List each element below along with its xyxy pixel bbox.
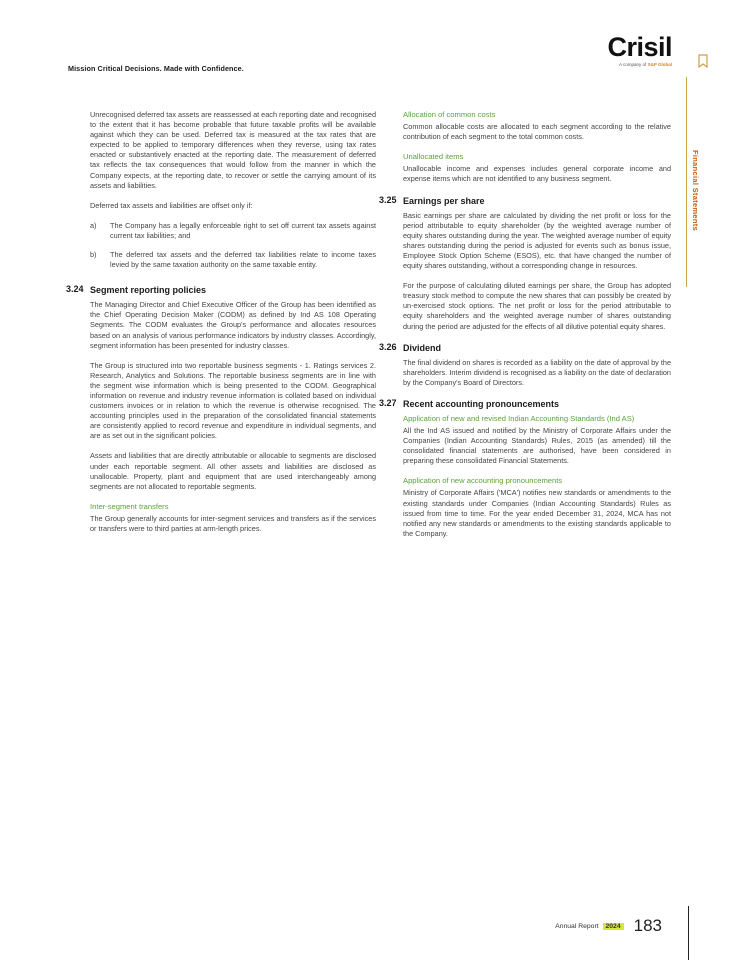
left-column: [66, 110, 376, 544]
logo-subtitle: [592, 62, 672, 67]
side-tab-label: Financial Statements: [691, 150, 700, 232]
paragraph: The Group generally accounts for inter-segment services and transfers as if the services or transfers were to third parties at arm-length prices.: [90, 513, 376, 533]
paragraph: For the purpose of calculating diluted earnings per share, the Group has adopted treasury stock method to compute the new shares that can possibly be created by un-exercised stock options. The net profit or loss for the period attributable to equity shareholders and the weighted average number of shares outstanding during the period are adjusted for the effects of all dilutive potential equity shares.: [403, 281, 671, 331]
right-column: [379, 110, 671, 549]
paragraph: All the Ind AS issued and notified by the Ministry of Corporate Affairs under the Companies (Indian Accounting Standards) Rules, 2015 (as amended) till the consolidated financial statements are authorised, have been considered in preparing these consolidated Financial Statements.: [403, 425, 671, 466]
logo-wordmark: Crisil: [607, 32, 672, 62]
paragraph: Deferred tax assets and liabilities are offset only if:: [90, 200, 253, 210]
report-name: Annual Report: [555, 922, 599, 930]
page-number: 183: [633, 916, 662, 935]
subheading: Application of new accounting pronouncements: [403, 476, 563, 486]
list-marker: a): [90, 220, 97, 230]
section-title: Earnings per share: [403, 195, 485, 206]
section-side-tab[interactable]: [686, 150, 705, 270]
paragraph: Ministry of Corporate Affairs ('MCA') notifies new standards or amendments to the existing standards under Companies (Indian Accounting Standards) Rules as issued from time to time. For the year ended December 31, 2024, MCA has not notified any new standards or amendments to the existing standards applicable to the Company.: [403, 488, 671, 538]
list-item: [90, 250, 376, 270]
page-footer: [555, 916, 662, 936]
page-tagline: Mission Critical Decisions. Made with Confidence.: [68, 64, 244, 73]
paragraph: Assets and liabilities that are directly attributable or allocable to segments are disclosed under each reportable segment. All other assets and liabilities are disclosed as unallocable. Property, plant and equipment that are used interchangeably among segments are not allocated to reportable segments.: [90, 451, 376, 491]
section-heading: [379, 397, 671, 410]
list-item: [90, 221, 376, 241]
section-heading: [379, 194, 671, 207]
paragraph: Unrecognised deferred tax assets are reassessed at each reporting date and recognised to the extent that it has become probable that future taxable profits will be available against which they can be used. Deferred tax is measured at the tax rates that are expected to be applied to temporary differences when they reverse, using tax rates enacted or substantively enacted at the reporting date. The measurement of deferred tax reflects the tax consequences that would follow from the manner in which the Company expects, at the reporting date, to recover or settle the carrying amount of its assets and liabilities.: [90, 110, 376, 190]
section-heading: [66, 284, 376, 296]
section-title: Dividend: [403, 342, 442, 353]
paragraph: Basic earnings per share are calculated by dividing the net profit or loss for the period attributable to equity shareholder (by the weighted average number of equity shares outstanding during the year. The weighted average number of equity shares outstanding during the period is adjusted for events such as bonus issue, Employee Stock Option Scheme (ESOS), etc. that have changed the number of equity shares outstanding, without a corresponding change in resources.: [403, 210, 671, 271]
report-year: 2024: [603, 923, 624, 930]
logo-sub-brand: S&P Global: [647, 62, 672, 67]
paragraph: The final dividend on shares is recorded as a liability on the date of approval by the shareholders. Interim dividend is recognised as a liability on the date of declaration by the Company's Board of Directors.: [403, 357, 671, 387]
subheading: Unallocated items: [403, 152, 464, 162]
subheading: Application of new and revised Indian Accounting Standards (Ind AS): [403, 413, 635, 423]
footer-divider: [688, 906, 689, 960]
list-text: The deferred tax assets and the deferred tax liabilities relate to income taxes levied by the same taxation authority on the same taxable entity.: [110, 250, 376, 270]
subheading: Inter-segment transfers: [90, 501, 169, 511]
company-logo: [592, 33, 672, 67]
section-title: Recent accounting pronouncements: [403, 398, 560, 409]
section-number: 3.24: [66, 284, 84, 295]
paragraph: Common allocable costs are allocated to each segment according to the relative contribution of each segment to the total common costs.: [403, 122, 671, 142]
section-number: 3.26: [379, 341, 397, 352]
logo-sub-prefix: A company of: [619, 62, 647, 67]
section-title: Segment reporting policies: [90, 285, 207, 296]
paragraph: The Group is structured into two reportable business segments - 1. Ratings services 2. Research, Analytics and Solutions. The reportable business segments are in line with the segment wise information which is being presented to the CODM. Geographical information on revenue and industry revenue information is collated based on individual customers invoices or in relation to which the revenue is otherwise recognised. The accounting principles used in the preparation of the consolidated financial statements are consistently applied to record revenue and expenditure in individual segments, and are as set out in the significant policies.: [90, 360, 376, 441]
section-heading: [379, 341, 671, 354]
footer-report-label: [555, 923, 623, 930]
list-text: The Company has a legally enforceable right to set off current tax assets against current tax liabilities; and: [110, 220, 376, 240]
section-number: 3.27: [379, 397, 397, 408]
list-marker: b): [90, 250, 97, 260]
paragraph: The Managing Director and Chief Executive Officer of the Group has been identified as the Chief Operating Decision Maker (CODM) as defined by Ind AS 108 Operating Segments. The CODM evaluates the Group's performance and allocates resources based on an analysis of various performance indicators by industry classes. Accordingly, segment information has been presented for industry classes.: [90, 300, 376, 350]
bookmark-icon: [697, 54, 709, 68]
subheading: Allocation of common costs: [403, 110, 496, 119]
section-number: 3.25: [379, 194, 397, 205]
paragraph: Unallocable income and expenses includes general corporate income and expense items which are not identified to any business segment.: [403, 164, 671, 184]
